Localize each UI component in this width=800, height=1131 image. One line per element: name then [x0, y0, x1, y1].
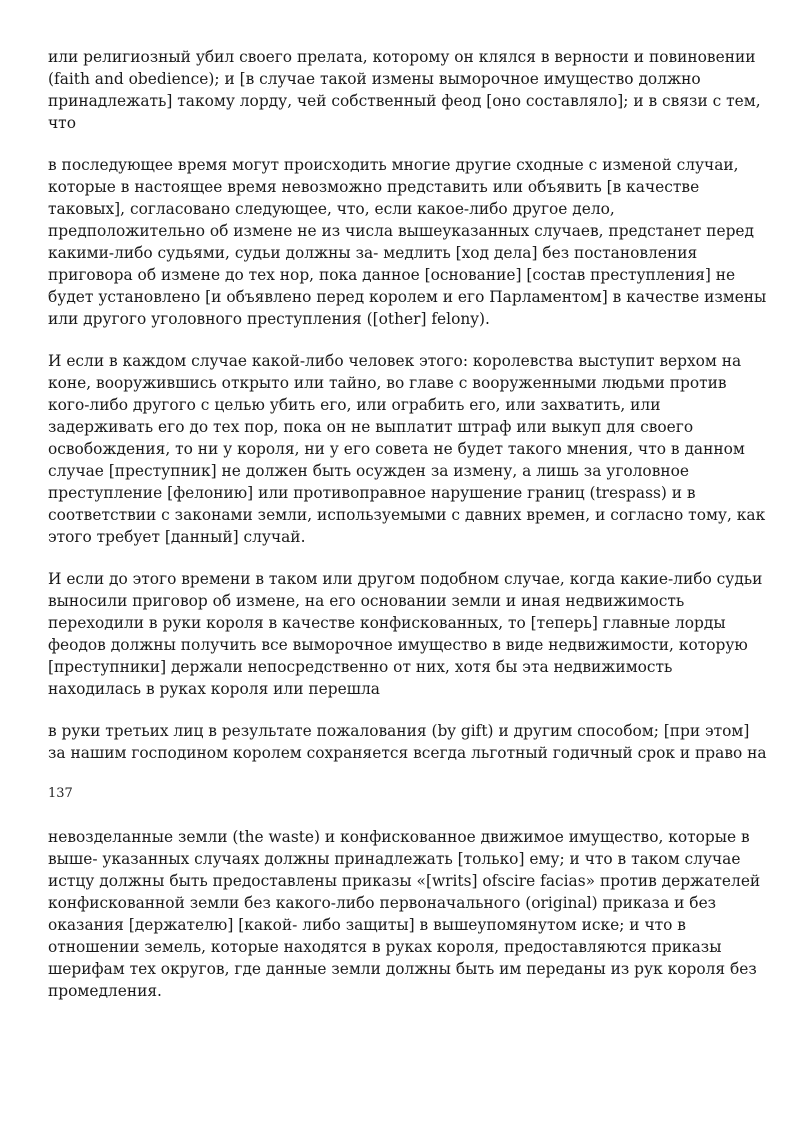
paragraph-5: в руки третьих лиц в результате пожалования (by gift) и другим способом; [при этом] за нашим господином королем сохраняется всегда льготный годичный срок и право на	[48, 722, 767, 762]
page-number: 137	[48, 786, 73, 801]
document-page	[48, 46, 768, 1022]
paragraph-2: в последующее время могут происходить многие другие сходные с изменой случаи, которые в настоящее время невозможно представить или объявить [в качестве таковых], согласовано следующее, что, если какое-либо другое дело, предположительно об измене не из числа вышеуказанных случаев, предстанет перед какими-либо судьями, судьи должны за- медлить [ход дела] без постановления приговора об измене до тех нор, пока данное [основание] [состав преступления] не будет установлено [и объявлено перед королем и его Парламентом] в качестве измены или другого уголовного преступления ([other] felony).	[48, 156, 767, 328]
paragraph-4: И если до этого времени в таком или другом подобном случае, когда какие-либо судьи выносили приговор об измене, на его основании земли и иная недвижимость переходили в руки короля в качестве конфискованных, то [теперь] главные лорды феодов должны получить все выморочное имущество в виде недвижимости, которую [преступники] держали непосредственно от них, хотя бы эта недвижимость находилась в руках короля или перешла	[48, 570, 763, 698]
paragraph-6: невозделанные земли (the waste) и конфискованное движимое имущество, которые в выше- указанных случаях должны принадлежать [только] ему; и что в таком случае истцу должны быть предоставлены приказы «[writs] ofscire facias» против держателей конфискованной земли без какого-либо первоначального (original) приказа и без оказания [держателю] [какой- либо защиты] в вышеупомянутом иске; и что в отношении земель, которые находятся в руках короля, предоставляются приказы шерифам тех округов, где данные земли должны быть им переданы из рук короля без промедления.	[48, 828, 761, 1000]
paragraph-3: И если в каждом случае какой-либо человек этого: королевства выступит верхом на коне, вооружившись открыто или тайно, во главе с вооруженными людьми против кого-либо другого с целью убить его, или ограбить его, или захватить, или задерживать его до тех пор, пока он не выплатит штраф или выкуп для своего освобождения, то ни у короля, ни у его совета не будет такого мнения, что в данном случае [преступник] не должен быть осужден за измену, а лишь за уголовное преступление [фелонию] или противоправное нарушение границ (trespass) и в соответствии с законами земли, используемыми с давних времен, и согласно тому, как этого требует [данный] случай.	[48, 352, 766, 546]
paragraph-1: или религиозный убил своего прелата, которому он клялся в верности и повиновении (faith and obedience); и [в случае такой измены выморочное имущество должно принадлежать] такому лорду, чей собственный феод [оно составляло]; и в связи с тем, что	[48, 48, 761, 132]
